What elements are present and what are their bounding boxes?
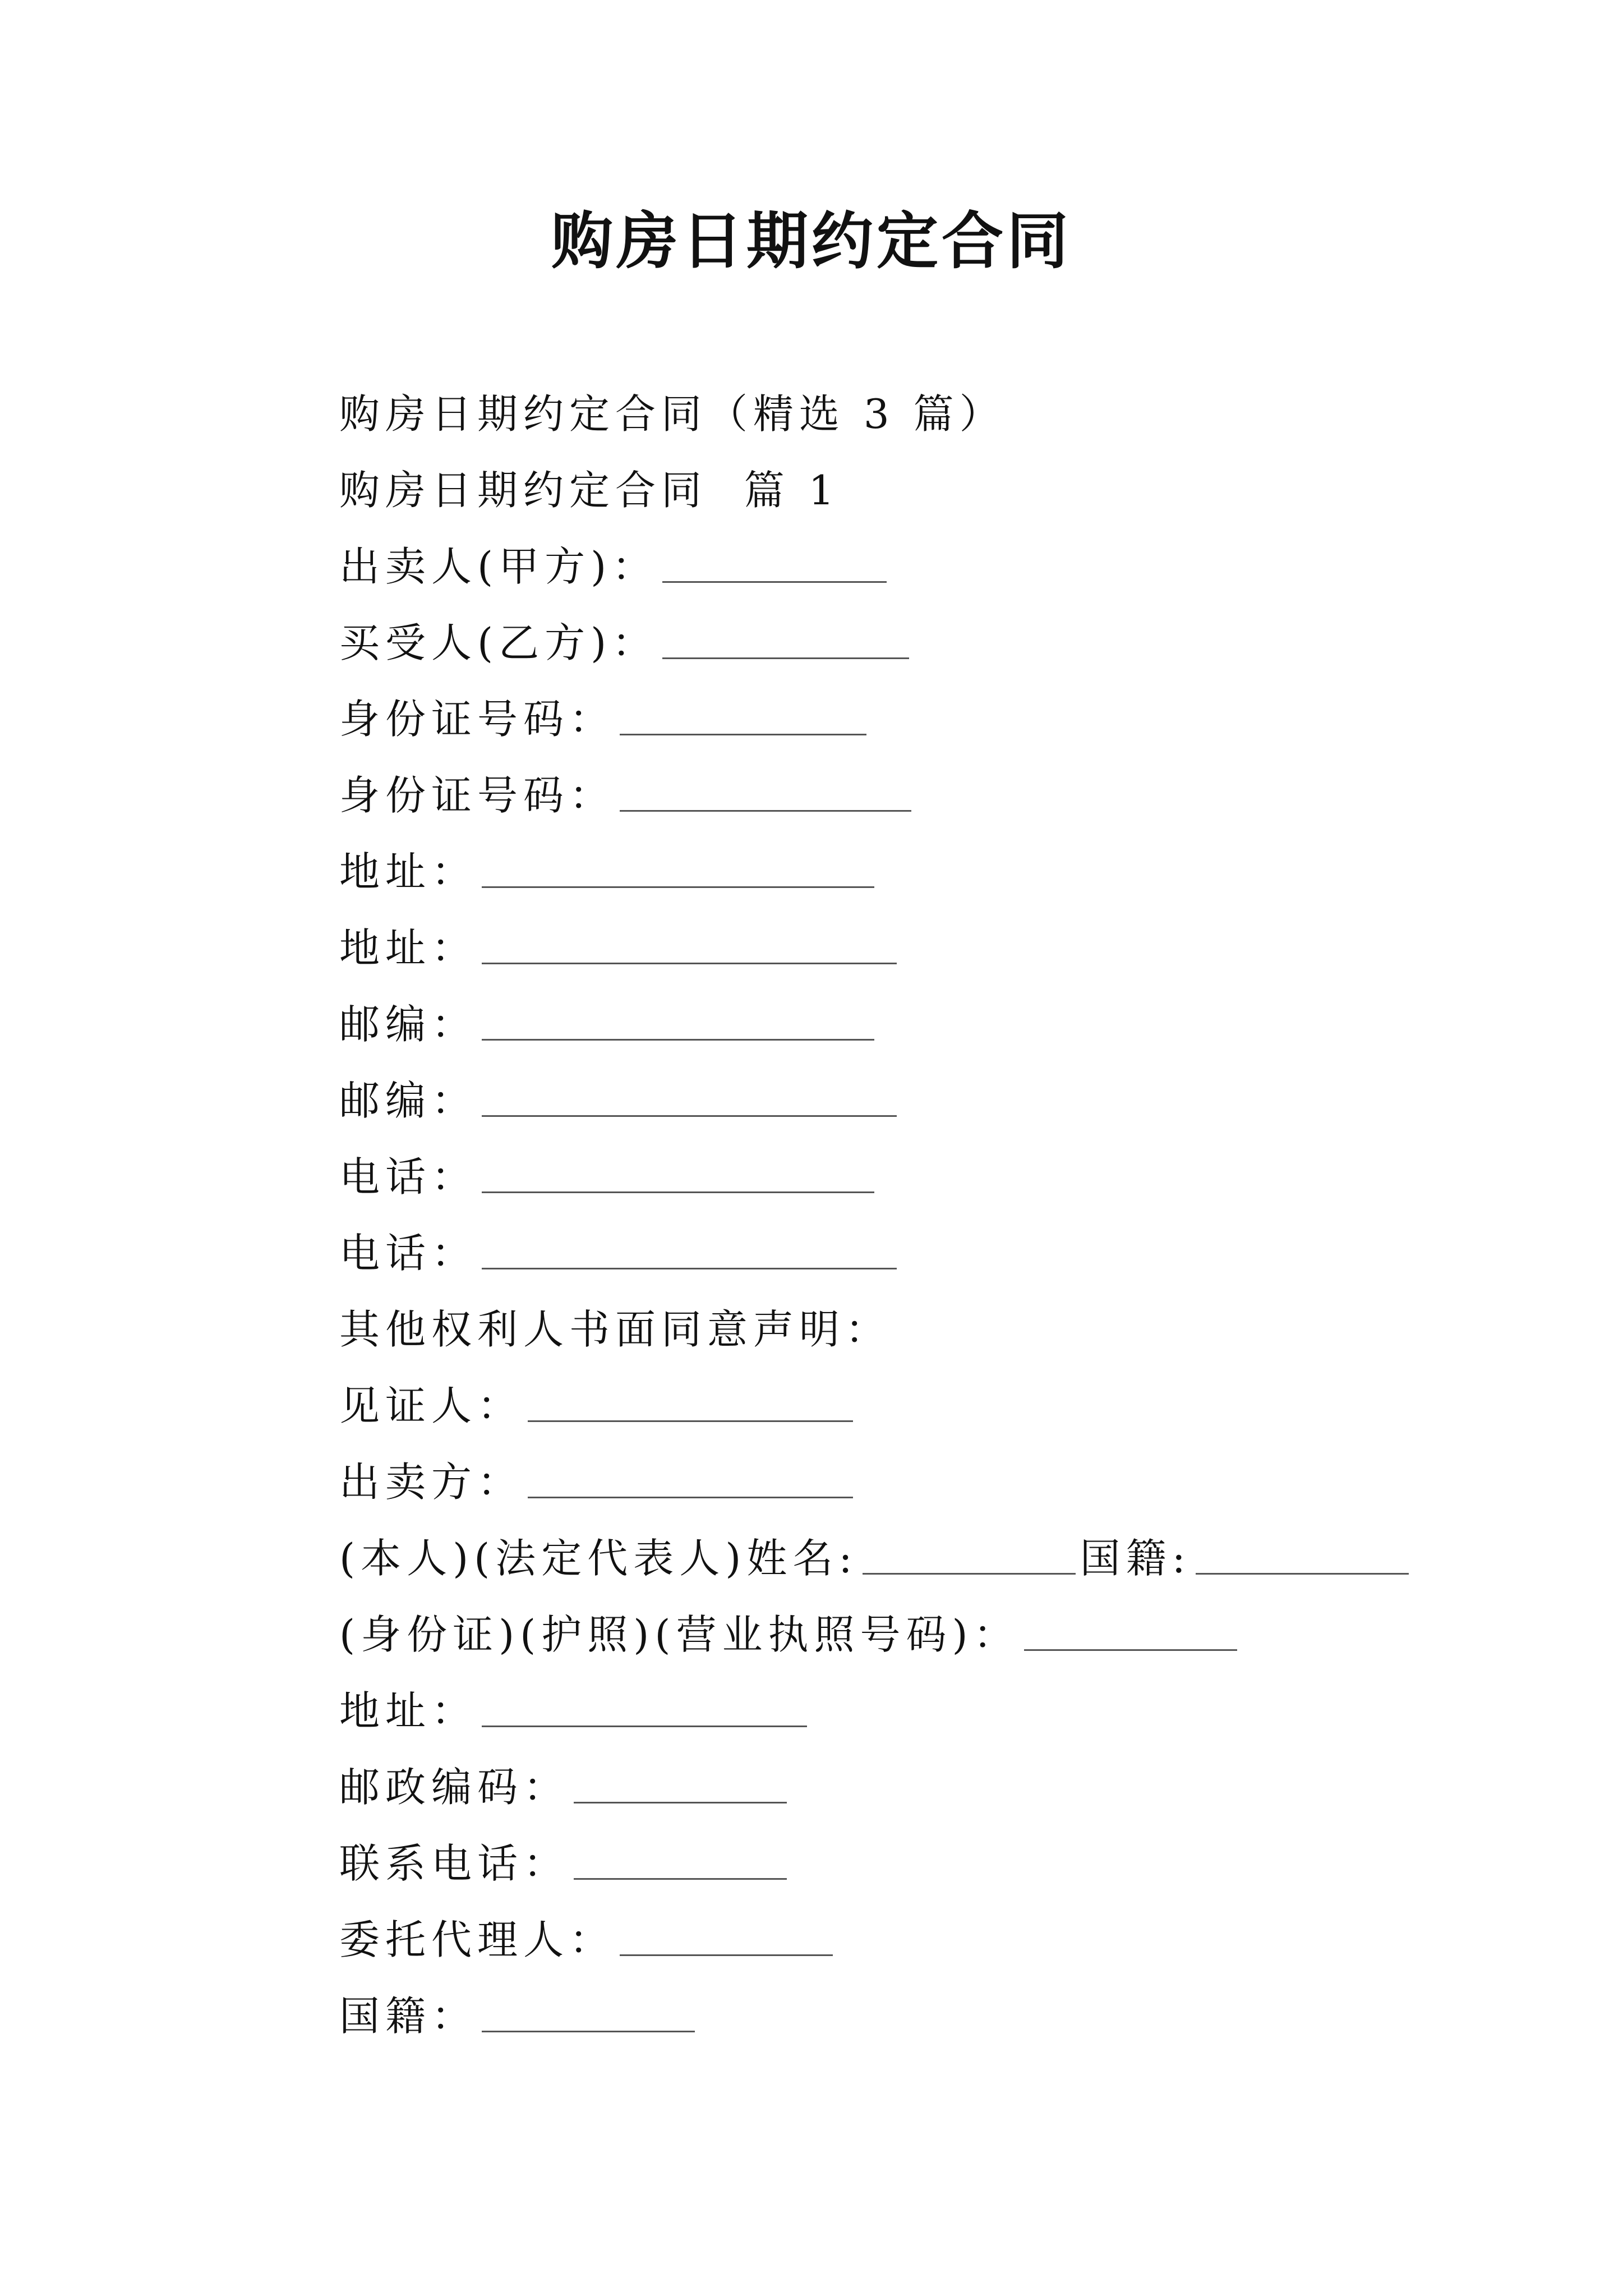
- subtitle-text: 购房日期约定合同（精选 3 篇）: [339, 390, 1006, 438]
- field-address: [339, 1673, 1517, 1749]
- document-title: 购房日期约定合同: [551, 205, 1072, 277]
- field-seller-id: [339, 681, 1517, 757]
- fill-blank: [482, 1161, 874, 1193]
- consent-statement-text: 其他权利人书面同意声明：: [339, 1306, 892, 1353]
- field-buyer-postcode: [339, 1062, 1517, 1139]
- field-seller-address: [339, 834, 1517, 910]
- field-label: 国籍:: [1080, 1535, 1191, 1582]
- field-label: 出卖方：: [339, 1458, 524, 1506]
- field-buyer: [339, 605, 1517, 681]
- field-seller-phone: [339, 1139, 1517, 1215]
- fill-blank: [482, 1237, 897, 1269]
- section-heading: [339, 452, 1517, 528]
- document-body: [339, 376, 1517, 2054]
- fill-blank: [620, 703, 866, 735]
- field-label: (身份证)(护照)(营业执照号码)：: [339, 1611, 1020, 1658]
- field-seller-party: [339, 1444, 1517, 1520]
- field-label: 电话：: [339, 1230, 478, 1277]
- field-label: 地址：: [339, 848, 478, 895]
- field-nationality: [339, 1978, 1517, 2054]
- fill-blank: [662, 551, 887, 583]
- fill-blank: [574, 1848, 787, 1880]
- field-name-nationality: [339, 1520, 1517, 1596]
- field-label: 委托代理人：: [339, 1916, 616, 1963]
- field-label: 见证人：: [339, 1382, 524, 1429]
- fill-blank: [482, 856, 874, 888]
- fill-blank: [662, 627, 909, 659]
- fill-blank: [1024, 1619, 1237, 1651]
- fill-blank: [482, 1009, 874, 1041]
- fill-blank: [620, 780, 911, 812]
- field-label: 地址：: [339, 924, 478, 972]
- fill-blank: [482, 1085, 897, 1117]
- fill-blank: [528, 1390, 853, 1422]
- field-contact-phone: [339, 1825, 1517, 1902]
- field-buyer-id: [339, 757, 1517, 834]
- fill-blank: [528, 1466, 853, 1498]
- field-label: 邮编：: [339, 1077, 478, 1124]
- field-label: 地址：: [339, 1687, 478, 1734]
- field-label: 身份证号码：: [339, 772, 616, 819]
- field-label: 国籍：: [339, 1993, 478, 2040]
- fill-blank: [620, 1924, 833, 1956]
- field-seller: [339, 528, 1517, 605]
- field-label: 出卖人(甲方)：: [339, 543, 658, 590]
- field-label: 电话：: [339, 1153, 478, 1200]
- fill-blank: [1196, 1543, 1409, 1575]
- field-postcode: [339, 1749, 1517, 1825]
- field-label: 邮编：: [339, 1001, 478, 1048]
- fill-blank: [482, 932, 897, 964]
- document-subtitle: [339, 376, 1517, 452]
- field-label: 身份证号码：: [339, 696, 616, 743]
- field-agent: [339, 1902, 1517, 1978]
- field-witness: [339, 1368, 1517, 1444]
- fill-blank: [574, 1772, 787, 1803]
- field-buyer-phone: [339, 1215, 1517, 1291]
- section-heading-text: 购房日期约定合同 篇 1: [339, 467, 840, 514]
- field-label: 买受人(乙方)：: [339, 619, 658, 666]
- consent-statement: [339, 1291, 1517, 1368]
- field-id-number: [339, 1596, 1517, 1673]
- field-label: 联系电话：: [339, 1840, 570, 1887]
- field-buyer-address: [339, 910, 1517, 986]
- field-label: 邮政编码：: [339, 1764, 570, 1811]
- field-seller-postcode: [339, 986, 1517, 1062]
- fill-blank: [482, 2000, 695, 2032]
- field-label: (本人)(法定代表人)姓名:: [339, 1535, 858, 1582]
- fill-blank: [482, 1695, 807, 1727]
- fill-blank: [863, 1543, 1076, 1575]
